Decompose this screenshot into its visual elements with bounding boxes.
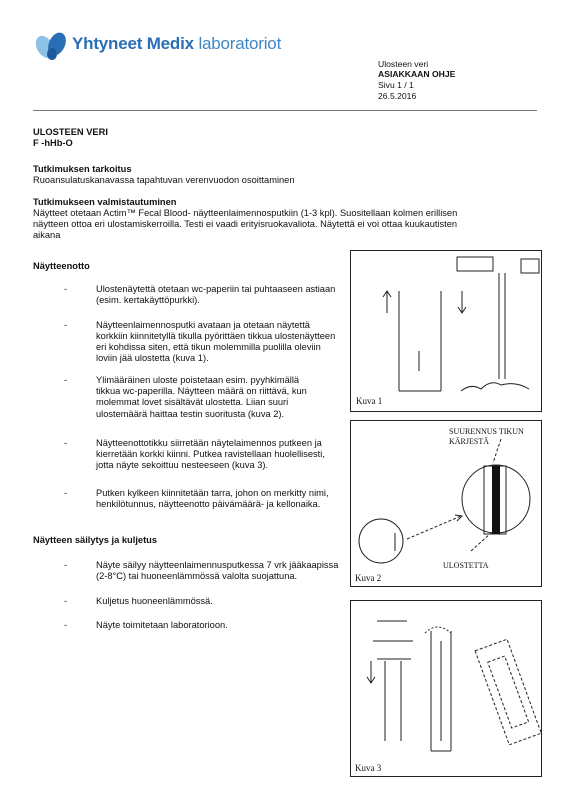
header-page: Sivu 1 / 1 bbox=[378, 80, 414, 90]
sampling-item-5-line: henkilötunnus, näytteenotto päivämäärä- ja kellonaika. bbox=[96, 499, 321, 509]
company-name bbox=[72, 34, 281, 54]
bullet-dash: - bbox=[64, 620, 68, 630]
sampling-item-1-line: Ulostenäytettä otetaan wc-paperiin tai puhtaaseen astiaan bbox=[96, 284, 336, 294]
sampling-item-1-line: (esim. kertakäyttöpurkki). bbox=[96, 295, 200, 305]
figure-2-label-zoom-2: KÄRJESTÄ bbox=[449, 437, 490, 446]
sampling-item-2-line: korkkiin kiinnitetyllä tikulla pyörittäen tikkua ulostenäytteen bbox=[96, 331, 336, 341]
figure-2-caption: Kuva 2 bbox=[355, 573, 382, 583]
storage-item-2-line: Kuljetus huoneenlämmössä. bbox=[96, 596, 213, 606]
sampling-item-4-line: Näytteenottotikku siirretään näytelaimennos putkeen ja bbox=[96, 438, 322, 448]
bullet-dash: - bbox=[64, 596, 68, 606]
doc-title: ULOSTEEN VERI bbox=[33, 127, 108, 137]
bullet-dash: - bbox=[64, 488, 68, 498]
figure-3-drawing bbox=[351, 601, 541, 776]
header-divider bbox=[33, 110, 537, 111]
sampling-item-3-line: tikkua wc-paperilla. Näytteen määrä on riittävä, kun bbox=[96, 386, 307, 396]
header-date: 26.5.2016 bbox=[378, 91, 417, 101]
bullet-dash: - bbox=[64, 438, 68, 448]
figure-3 bbox=[350, 600, 542, 777]
sampling-heading: Näytteenotto bbox=[33, 261, 90, 271]
figure-1-drawing bbox=[351, 251, 541, 411]
storage-item-1-line: (2-8°C) tai huoneenlämmössä valolta suojattuna. bbox=[96, 571, 298, 581]
sampling-item-4-line: jotta näyte sekoittuu nesteeseen (kuva 3). bbox=[96, 460, 269, 470]
company-suffix: laboratoriot bbox=[198, 34, 282, 53]
figure-1 bbox=[350, 250, 542, 412]
doc-code: F -hHb-O bbox=[33, 138, 73, 148]
sampling-item-4-line: kierretään korkki kiinni. Putkea ravistellaan huolellisesti, bbox=[96, 449, 325, 459]
sampling-item-2-line: loviin jää ulostetta (kuva 1). bbox=[96, 353, 209, 363]
header-doc-type: ASIAKKAAN OHJE bbox=[378, 69, 456, 79]
purpose-text: Ruoansulatuskanavassa tapahtuvan verenvuodon osoittaminen bbox=[33, 175, 295, 185]
sampling-item-3-line: Ylimääräinen uloste poistetaan esim. pyyhkimällä bbox=[96, 375, 300, 385]
bullet-dash: - bbox=[64, 375, 68, 385]
sampling-item-3-line: ulostemäärä haittaa testin suoritusta (kuva 2). bbox=[96, 409, 285, 419]
figure-2-label-sample: ULOSTETTA bbox=[443, 561, 489, 570]
storage-item-3-line: Näyte toimitetaan laboratorioon. bbox=[96, 620, 228, 630]
prep-line: näytteen ottoa eri ulostamiskerroilla. Testi ei vaadi erityisruokavaliota. Näytettä ei voi ottaa kuukautisten bbox=[33, 219, 458, 229]
prep-line: Näytteet otetaan Actim™ Fecal Blood- näytteenlaimennosputkiin (1-3 kpl). Suositellaan kolmen erillisen bbox=[33, 208, 458, 218]
prep-line: aikana bbox=[33, 230, 61, 240]
sampling-item-2-line: eri kohdissa siten, että tikun molemmilla puolilla oleviin bbox=[96, 342, 321, 352]
figure-2-label-zoom: SUURENNUS TIKUN bbox=[449, 427, 524, 436]
storage-item-1-line: Näyte säilyy näytteenlaimennusputkessa 7 vrk jääkaapissa bbox=[96, 560, 339, 570]
prep-heading: Tutkimukseen valmistautuminen bbox=[33, 197, 177, 207]
storage-heading: Näytteen säilytys ja kuljetus bbox=[33, 535, 158, 545]
bullet-dash: - bbox=[64, 560, 68, 570]
figure-1-caption: Kuva 1 bbox=[356, 396, 383, 406]
sampling-item-2-line: Näytteenlaimennosputki avataan ja otetaan näytettä bbox=[96, 320, 310, 330]
sampling-item-3-line: molemmat lovet sisältävät ulostetta. Liian suuri bbox=[96, 397, 289, 407]
company-brand: Yhtyneet Medix bbox=[72, 34, 194, 53]
purpose-heading: Tutkimuksen tarkoitus bbox=[33, 164, 132, 174]
figure-2 bbox=[350, 420, 542, 587]
bullet-dash: - bbox=[64, 320, 68, 330]
header-doc-name: Ulosteen veri bbox=[378, 59, 429, 69]
bullet-dash: - bbox=[64, 284, 68, 294]
figure-3-caption: Kuva 3 bbox=[355, 763, 382, 773]
sampling-item-5-line: Putken kylkeen kiinnitetään tarra, johon on merkitty nimi, bbox=[96, 488, 329, 498]
